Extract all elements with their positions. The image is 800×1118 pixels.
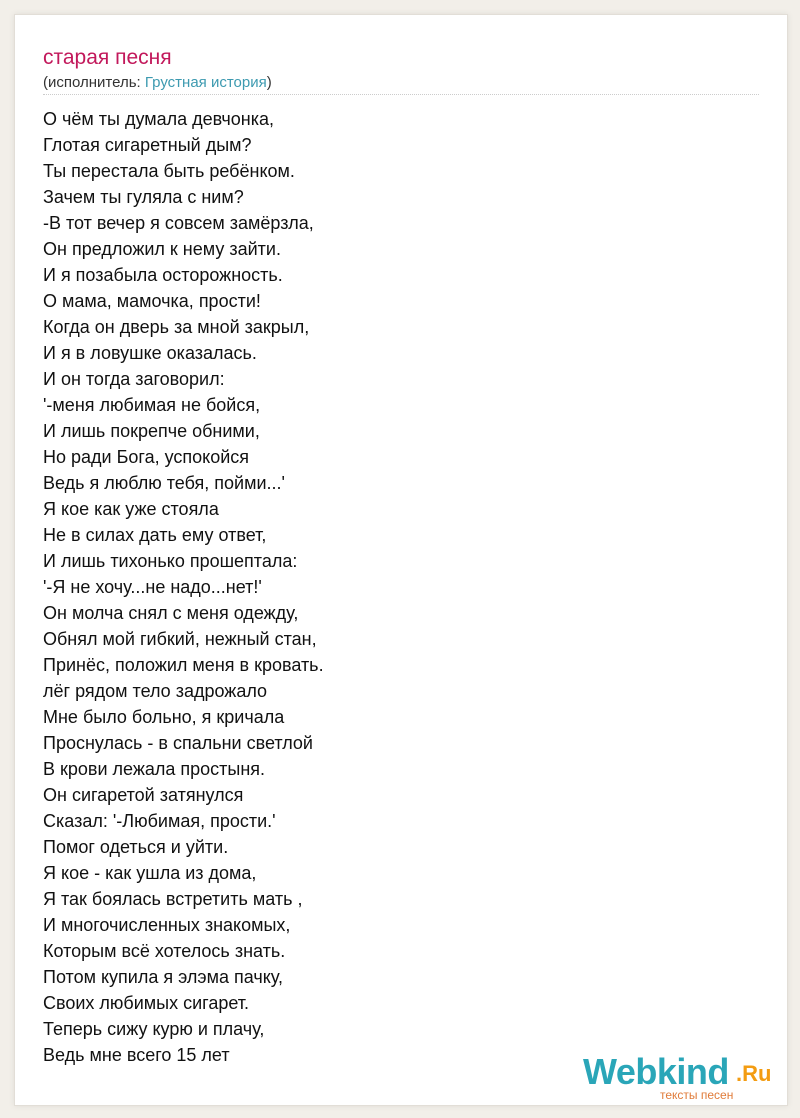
lyric-line: Когда он дверь за мной закрыл,	[43, 317, 310, 337]
lyric-line: Не в силах дать ему ответ,	[43, 525, 267, 545]
artist-link[interactable]: Грустная история	[144, 74, 267, 91]
lyric-line: О мама, мамочка, прости!	[43, 291, 261, 311]
lyric-line: Принёс, положил меня в кровать.	[43, 655, 324, 675]
lyric-line: '-Я не хочу...не надо...нет!'	[43, 577, 262, 597]
artist-suffix: )	[266, 74, 272, 91]
lyric-line: Обнял мой гибкий, нежный стан,	[43, 629, 317, 649]
lyric-line: И лишь тихонько прошептала:	[43, 551, 298, 571]
lyric-line: лёг рядом тело задрожало	[43, 681, 268, 701]
lyric-line: В крови лежала простыня.	[43, 759, 266, 779]
lyric-line: Проснулась - в спальни светлой	[43, 733, 313, 753]
lyric-line: И я позабыла осторожность.	[43, 265, 283, 285]
lyric-line: '-меня любимая не бойся,	[43, 395, 261, 415]
lyric-line: Сказал: '-Любимая, прости.'	[43, 811, 276, 831]
lyric-line: Ведь мне всего 15 лет	[43, 1045, 230, 1065]
artist-line	[43, 74, 272, 92]
lyric-line: Но ради Бога, успокойся	[43, 447, 250, 467]
divider	[43, 94, 759, 95]
lyric-line: И лишь покрепче обними,	[43, 421, 260, 441]
lyric-line: Зачем ты гуляла с ним?	[43, 187, 244, 207]
lyric-line: Мне было больно, я кричала	[43, 707, 285, 727]
lyrics-sheet	[14, 14, 788, 1106]
lyric-line: Ты перестала быть ребёнком.	[43, 161, 295, 181]
lyric-line: И многочисленных знакомых,	[43, 915, 291, 935]
logo-tagline: тексты песен	[660, 1088, 734, 1102]
lyric-line: Которым всё хотелось знать.	[43, 941, 286, 961]
lyric-line: Теперь сижу курю и плачу,	[43, 1019, 265, 1039]
lyric-line: Я кое как уже стояла	[43, 499, 219, 519]
lyric-line: Он молча снял с меня одежду,	[43, 603, 299, 623]
lyric-line: Помог одеться и уйти.	[43, 837, 229, 857]
lyric-line: Глотая сигаретный дым?	[43, 135, 252, 155]
logo-main-text: Webkind	[583, 1051, 729, 1092]
lyric-line: Потом купила я элэма пачку,	[43, 967, 284, 987]
lyric-line: Я кое - как ушла из дома,	[43, 863, 257, 883]
lyric-line: Он сигаретой затянулся	[43, 785, 244, 805]
song-title: старая песня	[43, 46, 172, 69]
lyric-line: Своих любимых сигарет.	[43, 993, 250, 1013]
lyric-line: Он предложил к нему зайти.	[43, 239, 281, 259]
lyric-line: И он тогда заговорил:	[43, 369, 225, 389]
lyric-line: -В тот вечер я совсем замёрзла,	[43, 213, 314, 233]
logo-tld-text: .Ru	[736, 1061, 772, 1086]
lyric-line: Я так боялась встретить мать ,	[43, 889, 303, 909]
artist-prefix: (исполнитель:	[43, 74, 145, 91]
lyric-line: О чём ты думала девчонка,	[43, 109, 275, 129]
webkind-logo[interactable]	[583, 1052, 783, 1102]
lyric-line: Ведь я люблю тебя, пойми...'	[43, 473, 285, 493]
lyrics-list	[43, 106, 324, 1068]
lyric-line: И я в ловушке оказалась.	[43, 343, 257, 363]
